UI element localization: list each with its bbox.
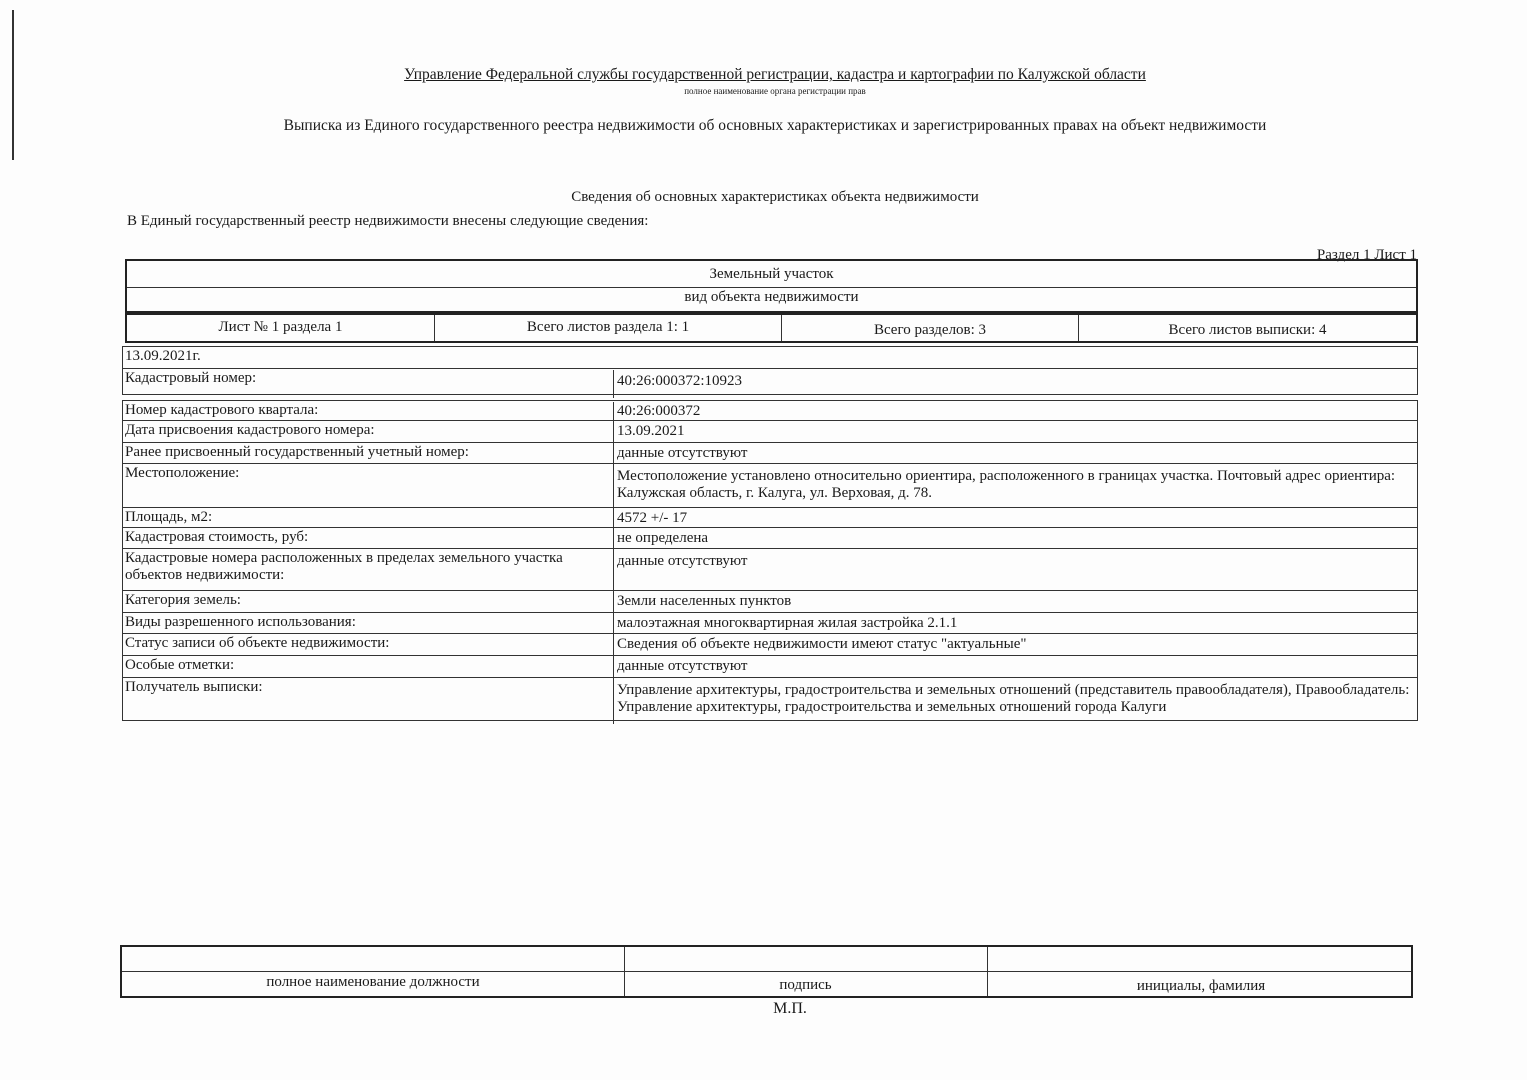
table-row [122, 507, 1418, 528]
total-sections: Всего разделов: 3 [782, 315, 1079, 341]
field-label: Категория земель: [125, 592, 241, 608]
sheet-number: Лист № 1 раздела 1 [127, 315, 435, 341]
authority-name: Управление Федеральной службы государственной регистрации, кадастра и картографии по Калужской области [404, 66, 1146, 83]
field-value: 4572 +/- 17 [613, 509, 1413, 529]
stamp-place: М.П. [773, 1000, 807, 1017]
table-row [122, 527, 1418, 549]
field-value: не определена [613, 529, 1413, 550]
table-row [122, 463, 1418, 508]
object-type-box [125, 259, 1418, 313]
field-value: 13.09.2021 [613, 422, 1413, 444]
field-label: Площадь, м2: [125, 509, 213, 525]
cadastral-number-row [122, 368, 1418, 395]
field-label: Виды разрешенного использования: [125, 614, 356, 630]
table-row [122, 420, 1418, 443]
sheets-row [125, 313, 1418, 343]
field-label: Кадастровые номера расположенных в пределах земельного участка объектов недвижимости: [125, 550, 563, 583]
authority-caption: полное наименование органа регистрации прав [684, 86, 866, 96]
table-row [122, 677, 1418, 721]
cadastral-number: 40:26:000372:10923 [613, 370, 1413, 398]
field-label: Кадастровая стоимость, руб: [125, 529, 309, 545]
field-value: малоэтажная многоквартирная жилая застройка 2.1.1 [613, 614, 1413, 635]
field-value: данные отсутствуют [613, 444, 1413, 465]
field-label: Получатель выписки: [125, 679, 263, 695]
table-row [122, 633, 1418, 656]
field-label: Особые отметки: [125, 657, 235, 673]
table-row [122, 400, 1418, 421]
sheets-in-section: Всего листов раздела 1: 1 [435, 315, 782, 341]
field-value: Местоположение установлено относительно ориентира, расположенного в границах участка. Почтовый адрес ориентира: Калужская область, г. Калуга, ул. Верховая, д. 78. [613, 465, 1413, 511]
object-type-caption: вид объекта недвижимости [684, 289, 859, 305]
name-caption: инициалы, фамилия [1136, 978, 1266, 994]
field-label: Местоположение: [125, 465, 240, 481]
field-value: данные отсутствуют [613, 550, 1413, 594]
total-sheets: Всего листов выписки: 4 [1168, 322, 1327, 338]
field-label: Ранее присвоенный государственный учетный номер: [125, 444, 469, 460]
section-label: Раздел 1 Лист 1 [1316, 247, 1417, 263]
field-value: Сведения об объекте недвижимости имеют статус "актуальные" [613, 635, 1413, 657]
field-label: Дата присвоения кадастрового номера: [125, 422, 375, 438]
document-title: Выписка из Единого государственного реестра недвижимости об основных характеристиках и зарегистрированных правах на объект недвижимости [283, 117, 1267, 134]
field-label: Статус записи об объекте недвижимости: [125, 635, 390, 651]
scan-edge [12, 10, 14, 160]
field-label: Номер кадастрового квартала: [125, 402, 319, 418]
field-value: Земли населенных пунктов [613, 592, 1413, 614]
signature-caption: подпись [779, 977, 832, 993]
signature-table [120, 945, 1413, 998]
table-row [122, 655, 1418, 678]
section-title: Сведения об основных характеристиках объекта недвижимости [571, 189, 979, 205]
object-type: Земельный участок [709, 266, 834, 282]
extract-date: 13.09.2021г. [125, 348, 201, 364]
field-value: Управление архитектуры, градостроительства и земельных отношений (представитель правообладателя), Правообладатель: Управление архитектуры, градостроительства и земельных отношений города Калуги [613, 679, 1413, 724]
position-caption: полное наименование должности [266, 974, 480, 990]
table-row [122, 442, 1418, 464]
field-value: данные отсутствуют [613, 657, 1413, 679]
table-row [122, 590, 1418, 613]
intro-text: В Единый государственный реестр недвижимости внесены следующие сведения: [127, 213, 649, 229]
field-label: Кадастровый номер: [125, 370, 257, 386]
table-row [122, 612, 1418, 634]
field-value: 40:26:000372 [613, 402, 1413, 422]
date-row [122, 346, 1418, 369]
table-row [122, 548, 1418, 591]
